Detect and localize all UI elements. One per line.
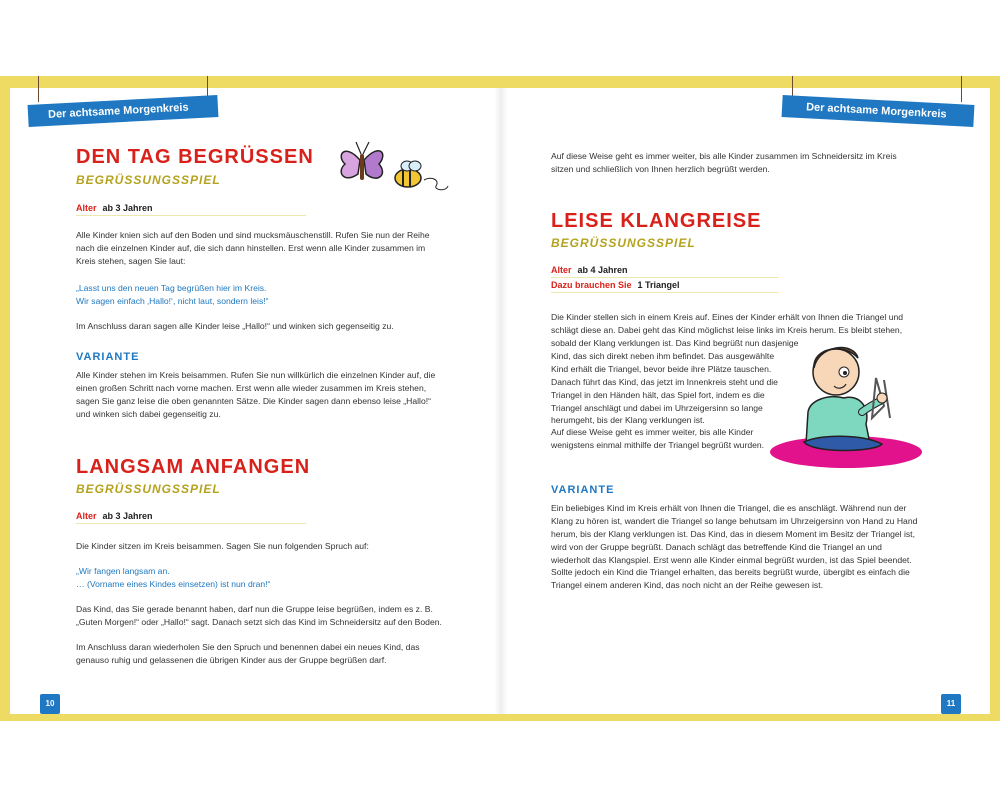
tag-string-left-1 bbox=[38, 76, 39, 102]
paragraph: Im Anschluss daran sagen alle Kinder leise „Hallo!“ und winken sich gegenseitig zu. bbox=[76, 321, 394, 331]
variante-text: Ein beliebiges Kind im Kreis erhält von Ihnen die Triangel, die es anschlägt. Während nun der Klang zu hören ist, wandert die Triangel so lange behutsam im Uhrzeigersinn von Hand zu Hand herum, bis der Klang verklungen ist. Das Kind, das in diesem Moment im Besitz der Triangel ist, wird von der Gruppe begrüßt. Danach schlägt das betreffende Kind die Triangel an und wiederholt das Klangspiel. Erst wenn alle Kinder einmal begrüßt wurden, ist das Spiel beendet. Sollte jedoch ein Kind die Triangel erhalten, das bereits begrüßt wurde, übergibt es einfach die Triangel einem anderen Kind, das noch nicht an der Reihe gewesen ist. bbox=[551, 503, 918, 591]
paragraph: Kind, das sich direkt neben ihm befindet. Das ausgewählte Kind erhält die Triangel, bevor beide ihre Plätze tauschen. Danach führt das Kind, das jetzt im Innenkreis steht und die Triangel in den Händen hält, das Spiel fort, indem es die Triangel anschlägt und dabei im Uhrzeigersinn so lange herumgeht, bis der Klang verklungen ist. bbox=[551, 351, 778, 426]
book-gutter bbox=[494, 88, 508, 714]
section-subtitle: BEGRÜSSUNGSSPIEL bbox=[76, 482, 221, 496]
page-number-right: 11 bbox=[941, 694, 961, 714]
section-subtitle: BEGRÜSSUNGSSPIEL bbox=[76, 173, 221, 187]
paragraph: Die Kinder stellen sich in einem Kreis auf. Eines der Kinder erhält von Ihnen die Triangel und schlägt diese an. Dabei geht das Kind möglichst leise links im Kreis herum. Es bleibt stehen, sobald der Klang verklungen ist. Das Kind begrüßt nun dasjenige bbox=[551, 312, 904, 348]
butterfly-bee-illustration bbox=[336, 136, 456, 198]
paragraph: Im Anschluss daran wiederholen Sie den Spruch und benennen dabei ein neues Kind, das genauso ruhig und gelassenen die übrigen Kinder aus der Gruppe begrüßen darf. bbox=[76, 642, 420, 665]
age-info bbox=[76, 511, 306, 524]
age-label: Alter bbox=[551, 265, 572, 275]
variante-heading: VARIANTE bbox=[76, 351, 140, 363]
section-title: DEN TAG BEGRÜSSEN bbox=[76, 146, 314, 168]
variante-heading: VARIANTE bbox=[551, 484, 615, 496]
age-info bbox=[76, 203, 306, 216]
age-value: ab 3 Jahren bbox=[102, 511, 153, 521]
age-value: ab 4 Jahren bbox=[577, 265, 628, 275]
child-with-triangle-illustration bbox=[766, 340, 926, 470]
age-info bbox=[551, 265, 779, 278]
materials-value: 1 Triangel bbox=[637, 280, 680, 290]
paragraph: Alle Kinder knien sich auf den Boden und sind mucksmäuschenstill. Rufen Sie nun der Reihe nach die einzelnen Kinder auf, die sich dann hinstellen. Erst wenn alle Kinder zusammen im Kreis stehen, sagen Sie laut: bbox=[76, 230, 430, 266]
quote-line: „Lasst uns den neuen Tag begrüßen hier im Kreis. bbox=[76, 283, 267, 293]
quote-line: … (Vorname eines Kindes einsetzen) ist nun dran!“ bbox=[76, 579, 271, 589]
age-label: Alter bbox=[76, 511, 97, 521]
materials-info bbox=[551, 280, 779, 293]
tag-string-right-2 bbox=[961, 76, 962, 102]
variante-text: Alle Kinder stehen im Kreis beisammen. Rufen Sie nun willkürlich die einzelnen Kinder auf, die einen großen Schritt nach vorne machen. Erst wenn alle wieder zusammen im Kreis stehen, sagen Sie ganz leise die oben genannten Sätze. Die Kinder sagen dann ebenso leise „Hallo!“ und winken sich dabei gegenseitig zu. bbox=[76, 370, 436, 419]
quote-line: Wir sagen einfach ‚Hallo!‘, nicht laut, sondern leis!“ bbox=[76, 296, 269, 306]
butterfly-icon bbox=[341, 142, 383, 180]
section-subtitle: BEGRÜSSUNGSSPIEL bbox=[551, 236, 696, 250]
page-number-left: 10 bbox=[40, 694, 60, 714]
age-label: Alter bbox=[76, 203, 97, 213]
materials-label: Dazu brauchen Sie bbox=[551, 280, 632, 290]
section-title: LEISE KLANGREISE bbox=[551, 210, 762, 232]
age-value: ab 3 Jahren bbox=[102, 203, 153, 213]
chapter-tag-right: Der achtsame Morgenkreis bbox=[782, 95, 975, 127]
chapter-tag-left: Der achtsame Morgenkreis bbox=[28, 95, 219, 127]
paragraph: Das Kind, das Sie gerade benannt haben, darf nun die Gruppe leise begrüßen, indem es z. B. „Guten Morgen!“ oder „Hallo!“ sagt. Danach setzt sich das Kind im Schneidersitz auf den Boden. bbox=[76, 604, 442, 627]
paragraph: Auf diese Weise geht es immer weiter, bis alle Kinder wenigstens einmal mithilfe der Triangel begrüßt wurden. bbox=[551, 427, 765, 450]
paragraph: Auf diese Weise geht es immer weiter, bis alle Kinder zusammen im Schneidersitz im Kreis sitzen und schließlich von Ihnen herzlich begrüßt werden. bbox=[551, 151, 897, 174]
bee-icon bbox=[395, 161, 448, 190]
quote-line: „Wir fangen langsam an. bbox=[76, 566, 170, 576]
paragraph: Die Kinder sitzen im Kreis beisammen. Sagen Sie nun folgenden Spruch auf: bbox=[76, 541, 369, 551]
section-title: LANGSAM ANFANGEN bbox=[76, 456, 311, 478]
